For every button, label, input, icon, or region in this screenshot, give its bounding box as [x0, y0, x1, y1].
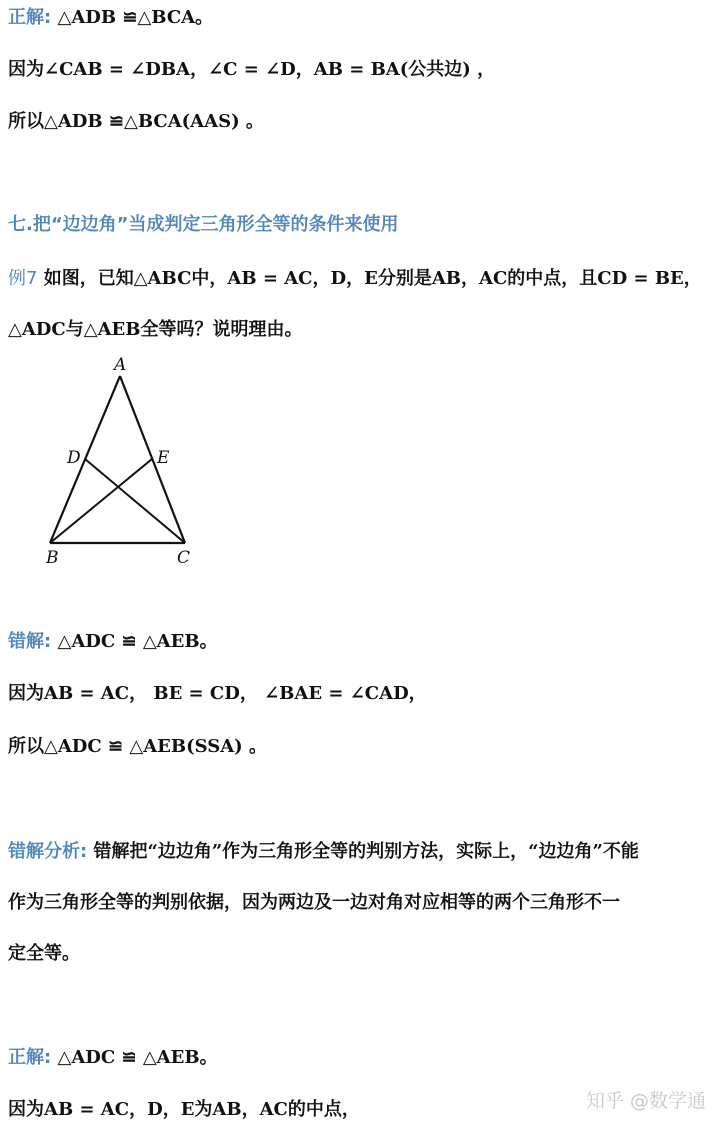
vertex-label-d: D [67, 448, 81, 468]
wrong-line-2: 因为AB = AC， BE = CD， ∠BAE = ∠CAD， [8, 683, 427, 704]
section-heading: 七.把“边边角”当成判定三角形全等的条件来使用 [8, 214, 399, 235]
vertex-label-e: E [157, 448, 170, 468]
correct-text-1: △ADC ≌ △AEB。 [51, 1047, 218, 1068]
wrong-label: 错解: [8, 631, 52, 652]
wrong-line-3: 所以△ADC ≌ △AEB(SSA) 。 [8, 736, 267, 757]
correct-label: 正解: [8, 1047, 52, 1068]
example-line-1 [8, 267, 702, 291]
solution-line-1 [8, 6, 213, 30]
vertex-label-c: C [177, 548, 191, 568]
solution-line-2: 因为∠CAB = ∠DBA，∠C = ∠D，AB = BA(公共边) ， [8, 59, 496, 80]
side-ac [120, 376, 185, 543]
analysis-label: 错解分析: [8, 841, 88, 862]
analysis-line-3: 定全等。 [8, 943, 80, 964]
solution-label: 正解: [8, 7, 52, 28]
analysis-line-2: 作为三角形全等的判别依据，因为两边及一边对角对应相等的两个三角形不一 [8, 892, 620, 913]
vertex-label-a: A [114, 355, 127, 375]
vertex-label-b: B [46, 548, 59, 568]
wrong-text-1: △ADC ≌ △AEB。 [51, 631, 218, 652]
correct-line-1 [8, 1046, 218, 1070]
analysis-text-1: 错解把“边边角”作为三角形全等的判别方法，实际上，“边边角”不能 [87, 841, 639, 862]
example-line-2: △ADC与△AEB全等吗？说明理由。 [8, 319, 303, 340]
example-text-1: 如图，已知△ABC中，AB = AC，D，E分别是AB，AC的中点，且CD = BE， [37, 268, 702, 289]
analysis-line-1 [8, 840, 639, 864]
example-label: 例7 [8, 268, 38, 289]
triangle-figure [30, 350, 210, 570]
solution-text: △ADB ≌△BCA。 [51, 7, 214, 28]
correct-line-2: 因为AB = AC，D，E为AB，AC的中点， [8, 1099, 360, 1120]
wrong-line-1 [8, 630, 218, 654]
watermark: 知乎 @数学通 [585, 1090, 706, 1112]
solution-line-3: 所以△ADB ≌△BCA(AAS) 。 [8, 111, 264, 132]
